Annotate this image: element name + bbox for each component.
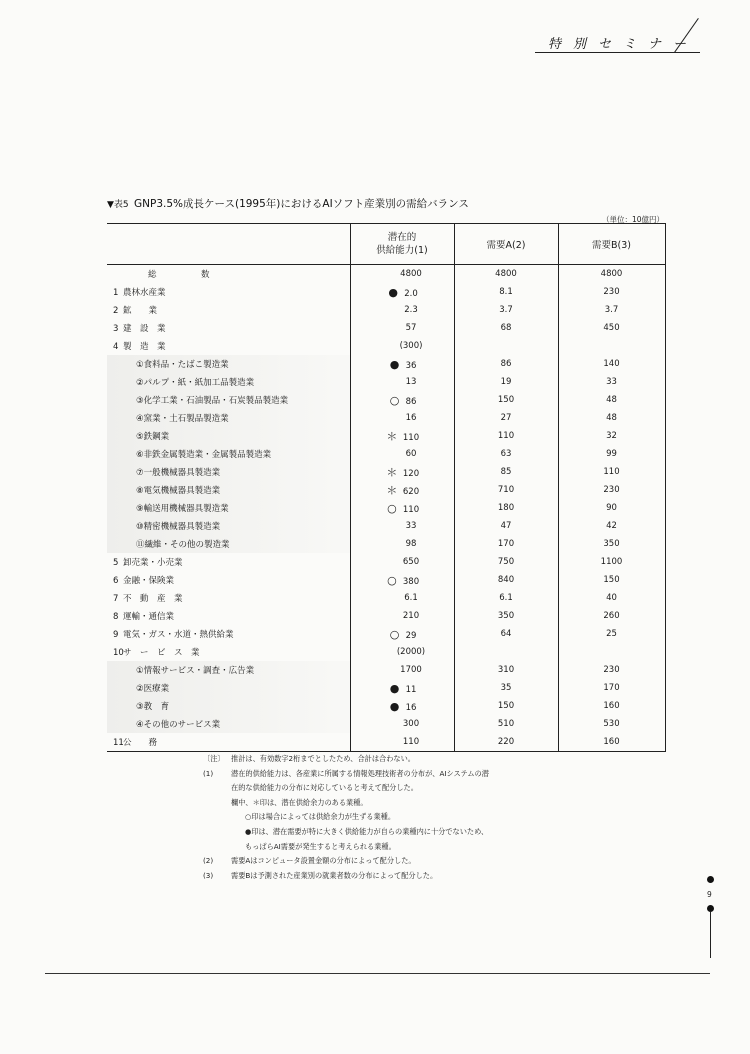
demand-b-cell: 110 xyxy=(558,463,665,481)
industry-number: 7 xyxy=(113,594,119,604)
demand-a-cell: 27 xyxy=(454,409,558,427)
industry-cell xyxy=(107,355,350,373)
supply-value: 1700 xyxy=(400,665,422,675)
supply-cell xyxy=(350,265,454,284)
supply-value: 110 xyxy=(402,433,420,443)
industry-cell xyxy=(107,463,350,481)
demand-b-cell: 1100 xyxy=(558,553,665,571)
margin-vertical-rule xyxy=(710,912,711,958)
industry-label: ②パルプ・紙・紙加工品製造業 xyxy=(136,378,255,388)
supply-cell xyxy=(350,373,454,391)
supply-cell xyxy=(350,571,454,589)
table-row xyxy=(107,499,665,517)
industry-cell xyxy=(107,481,350,499)
industry-cell xyxy=(107,427,350,445)
supply-value: 120 xyxy=(402,469,420,479)
industry-label: ⑥非鉄金属製造業・金属製品製造業 xyxy=(136,450,272,460)
demand-a-cell: 510 xyxy=(454,715,558,733)
demand-a-cell: 350 xyxy=(454,607,558,625)
industry-cell xyxy=(107,445,350,463)
industry-label: 建 設 業 xyxy=(123,324,166,334)
table-row xyxy=(107,517,665,535)
table-row xyxy=(107,301,665,319)
demand-a-cell: 840 xyxy=(454,571,558,589)
industry-label: ④その他のサービス業 xyxy=(136,720,221,730)
note-1-line-6: もっぱらAI需要が発生すると考えられる業種。 xyxy=(245,841,396,851)
supply-value: 33 xyxy=(405,521,417,531)
supply-cell xyxy=(350,679,454,697)
supply-mark-icon: ● xyxy=(389,357,400,371)
industry-cell xyxy=(107,391,350,409)
table-row xyxy=(107,445,665,463)
demand-b-cell: 90 xyxy=(558,499,665,517)
demand-b-cell: 40 xyxy=(558,589,665,607)
supply-cell xyxy=(350,283,454,301)
supply-mark-icon: ○ xyxy=(387,501,397,515)
industry-cell xyxy=(107,697,350,715)
supply-value: 36 xyxy=(405,360,417,371)
note-3-text: 需要Bは予測された産業別の就業者数の分布によって配分した。 xyxy=(231,870,438,880)
supply-value: (2000) xyxy=(396,647,426,657)
unit-label: （単位：10億円） xyxy=(602,215,665,224)
demand-b-cell: 25 xyxy=(558,625,665,643)
industry-label: ⑧電気機械器具製造業 xyxy=(136,486,221,496)
industry-cell xyxy=(107,571,350,589)
demand-b-cell: 150 xyxy=(558,571,665,589)
demand-b-cell: 170 xyxy=(558,679,665,697)
industry-cell xyxy=(107,337,350,355)
industry-cell xyxy=(107,607,350,625)
supply-cell xyxy=(350,499,454,517)
supply-cell xyxy=(350,607,454,625)
industry-cell xyxy=(107,679,350,697)
note-1-text-1: 潜在的供給能力は、各産業に所属する情報処理技術者の分布が、AIシステムの潜 xyxy=(231,768,489,778)
note-head xyxy=(203,752,489,767)
table-row xyxy=(107,427,665,445)
demand-a-cell: 310 xyxy=(454,661,558,679)
supply-cell xyxy=(350,517,454,535)
note-2-text: 需要Aはコンピュータ設置金額の分布によって配分した。 xyxy=(231,856,416,866)
supply-mark-icon: ＊ xyxy=(386,430,398,443)
table-row xyxy=(107,697,665,715)
industry-label: 電気・ガス・水道・熱供給業 xyxy=(123,630,234,640)
note-1-line-2: 在的な供給能力の分布に対応していると考えて配分した。 xyxy=(231,783,418,793)
industry-label: 製 造 業 xyxy=(123,342,166,352)
industry-label: サ ー ビ ス 業 xyxy=(123,648,200,658)
supply-value: 11 xyxy=(405,684,417,695)
header-supply: 潜在的 供給能力(1) xyxy=(350,224,454,265)
demand-a-cell: 64 xyxy=(454,625,558,643)
demand-b-cell: 48 xyxy=(558,391,665,409)
supply-value: (300) xyxy=(399,341,423,351)
supply-mark-icon: ○ xyxy=(389,393,400,407)
industry-cell xyxy=(107,517,350,535)
supply-cell xyxy=(350,427,454,445)
industry-label: ⑩精密機械器具製造業 xyxy=(136,522,221,532)
table-row xyxy=(107,337,665,355)
note-1-line-5: ●印は、潜在需要が特に大きく供給能力が自らの業種内に十分でないため、 xyxy=(245,826,489,836)
industry-cell xyxy=(107,661,350,679)
supply-value: 110 xyxy=(402,737,420,747)
demand-a-cell: 4800 xyxy=(454,265,558,284)
industry-number: 6 xyxy=(113,576,119,586)
supply-mark-icon: ● xyxy=(389,699,400,713)
note-3 xyxy=(203,869,489,884)
supply-value: 650 xyxy=(402,557,420,567)
supply-cell xyxy=(350,535,454,553)
industry-label: ②医療業 xyxy=(136,684,170,694)
supply-mark-icon: ● xyxy=(388,285,399,299)
industry-label: ⑤鉄鋼業 xyxy=(136,432,170,442)
table-row xyxy=(107,625,665,643)
supply-mark-icon: ＊ xyxy=(386,466,398,479)
table-row xyxy=(107,535,665,553)
industry-cell xyxy=(107,589,350,607)
industry-label: ①情報サービス・調査・広告業 xyxy=(136,666,255,676)
note-3-label: (3) xyxy=(203,870,214,880)
supply-value: 6.1 xyxy=(404,593,418,603)
demand-a-cell xyxy=(454,643,558,661)
supply-cell xyxy=(350,661,454,679)
industry-cell xyxy=(107,319,350,337)
industry-label: 不 動 産 業 xyxy=(123,594,183,604)
industry-cell xyxy=(107,625,350,643)
supply-value: 380 xyxy=(402,576,420,587)
supply-value: 4800 xyxy=(400,269,422,279)
demand-a-cell: 85 xyxy=(454,463,558,481)
table-row xyxy=(107,355,665,373)
industry-number: 4 xyxy=(113,342,119,352)
table-row xyxy=(107,607,665,625)
supply-cell xyxy=(350,319,454,337)
demand-a-cell: 63 xyxy=(454,445,558,463)
industry-number: 8 xyxy=(113,612,119,622)
industry-label: ③教 育 xyxy=(136,702,170,712)
table-row xyxy=(107,265,665,284)
note-1-label: (1) xyxy=(203,768,214,778)
demand-a-cell: 47 xyxy=(454,517,558,535)
industry-label: 鉱 業 xyxy=(123,306,158,316)
demand-b-cell: 3.7 xyxy=(558,301,665,319)
demand-b-cell: 48 xyxy=(558,409,665,427)
supply-value: 98 xyxy=(405,539,417,549)
demand-b-cell: 260 xyxy=(558,607,665,625)
supply-value: 60 xyxy=(405,449,417,459)
demand-b-cell: 230 xyxy=(558,661,665,679)
supply-cell xyxy=(350,301,454,319)
note-1-line-1 xyxy=(203,767,489,782)
industry-cell xyxy=(107,373,350,391)
industry-number: 3 xyxy=(113,324,119,334)
supply-mark-icon: ○ xyxy=(389,627,400,641)
note-head-text: 推計は、有効数字2桁までとしたため、合計は合わない。 xyxy=(231,754,415,763)
table-row xyxy=(107,733,665,752)
supply-value: 620 xyxy=(402,487,420,497)
demand-b-cell: 350 xyxy=(558,535,665,553)
supply-value: 29 xyxy=(405,630,417,641)
industry-label: 卸売業・小売業 xyxy=(123,558,183,568)
demand-a-cell: 220 xyxy=(454,733,558,752)
demand-b-cell: 160 xyxy=(558,697,665,715)
supply-value: 57 xyxy=(405,323,417,333)
supply-value: 16 xyxy=(405,702,417,713)
demand-b-cell: 99 xyxy=(558,445,665,463)
supply-cell xyxy=(350,553,454,571)
supply-cell xyxy=(350,481,454,499)
supply-cell xyxy=(350,355,454,373)
note-2-label: (2) xyxy=(203,856,214,866)
industry-label: 農林水産業 xyxy=(123,288,166,298)
table-title xyxy=(107,196,469,211)
note-head-label: 〔注〕 xyxy=(203,754,225,763)
industry-number: 10 xyxy=(113,648,124,658)
demand-a-cell: 35 xyxy=(454,679,558,697)
table-row xyxy=(107,373,665,391)
supply-cell xyxy=(350,589,454,607)
demand-a-cell: 3.7 xyxy=(454,301,558,319)
industry-cell xyxy=(107,409,350,427)
industry-number: 2 xyxy=(113,306,119,316)
table-title-prefix: ▼表5 xyxy=(107,200,129,210)
table-row xyxy=(107,463,665,481)
industry-label: ③化学工業・石油製品・石炭製品製造業 xyxy=(136,396,289,406)
supply-value: 13 xyxy=(405,377,417,387)
note-1-line-4: ○印は場合によっては供給余力が生ずる業種。 xyxy=(245,812,396,822)
industry-cell xyxy=(107,499,350,517)
table-row xyxy=(107,319,665,337)
demand-b-cell xyxy=(558,643,665,661)
supply-value: 210 xyxy=(402,611,420,621)
supply-value: 110 xyxy=(402,504,420,515)
margin-dot-top xyxy=(707,876,714,883)
industry-label: ⑦一般機械器具製造業 xyxy=(136,468,221,478)
supply-cell xyxy=(350,337,454,355)
demand-a-cell: 68 xyxy=(454,319,558,337)
supply-cell xyxy=(350,715,454,733)
demand-a-cell xyxy=(454,337,558,355)
table-row xyxy=(107,553,665,571)
industry-cell xyxy=(107,715,350,733)
demand-b-cell: 230 xyxy=(558,481,665,499)
industry-cell xyxy=(107,643,350,661)
supply-cell xyxy=(350,643,454,661)
supply-value: 86 xyxy=(405,396,417,407)
demand-a-cell: 150 xyxy=(454,391,558,409)
supply-value: 300 xyxy=(402,719,420,729)
table-row xyxy=(107,481,665,499)
industry-number: 9 xyxy=(113,630,119,640)
demand-b-cell: 4800 xyxy=(558,265,665,284)
margin-dot-bottom xyxy=(707,905,714,912)
industry-number: 11 xyxy=(113,738,124,748)
page-number: 9 xyxy=(707,890,712,899)
table-row xyxy=(107,571,665,589)
demand-a-cell: 6.1 xyxy=(454,589,558,607)
supply-mark-icon: ○ xyxy=(387,573,397,587)
table-body xyxy=(107,265,665,752)
demand-a-cell: 19 xyxy=(454,373,558,391)
demand-a-cell: 180 xyxy=(454,499,558,517)
supply-demand-table xyxy=(107,223,666,752)
supply-cell xyxy=(350,733,454,752)
table-row xyxy=(107,589,665,607)
demand-b-cell: 160 xyxy=(558,733,665,752)
demand-a-cell: 8.1 xyxy=(454,283,558,301)
industry-label: 公 務 xyxy=(123,738,158,748)
industry-cell xyxy=(107,265,350,284)
supply-value: 2.3 xyxy=(404,305,418,315)
industry-cell xyxy=(107,553,350,571)
demand-a-cell: 86 xyxy=(454,355,558,373)
industry-label: 金融・保険業 xyxy=(123,576,175,586)
header-demand-a: 需要A(2) xyxy=(454,224,558,265)
note-2 xyxy=(203,854,489,869)
supply-value: 2.0 xyxy=(404,288,418,299)
industry-label: ④窯業・土石製品製造業 xyxy=(136,414,229,424)
table-title-text: GNP3.5%成長ケース(1995年)におけるAIソフト産業別の需給バランス xyxy=(134,198,469,210)
supply-mark-icon: ＊ xyxy=(386,484,398,497)
industry-label: 総 数 xyxy=(148,270,228,280)
page-bottom-rule xyxy=(45,973,710,974)
demand-b-cell: 450 xyxy=(558,319,665,337)
table-row xyxy=(107,679,665,697)
supply-mark-icon: ● xyxy=(389,681,400,695)
table-row xyxy=(107,715,665,733)
note-1-line-3: 欄中、＊印は、潜在供給余力のある業種。 xyxy=(231,797,368,807)
industry-label: ①食料品・たばこ製造業 xyxy=(136,360,229,370)
demand-b-cell xyxy=(558,337,665,355)
running-header-title: 特別セミナー xyxy=(548,37,699,52)
table-notes xyxy=(203,752,489,883)
demand-a-cell: 150 xyxy=(454,697,558,715)
header-demand-b: 需要B(3) xyxy=(558,224,665,265)
industry-cell xyxy=(107,301,350,319)
demand-a-cell: 750 xyxy=(454,553,558,571)
demand-b-cell: 42 xyxy=(558,517,665,535)
supply-cell xyxy=(350,625,454,643)
industry-cell xyxy=(107,733,350,752)
demand-b-cell: 33 xyxy=(558,373,665,391)
demand-b-cell: 32 xyxy=(558,427,665,445)
table-row xyxy=(107,409,665,427)
industry-number: 5 xyxy=(113,558,119,568)
supply-value: 16 xyxy=(405,413,417,423)
demand-a-cell: 710 xyxy=(454,481,558,499)
table-row xyxy=(107,391,665,409)
industry-label: ⑪繊維・その他の製造業 xyxy=(136,540,230,550)
demand-a-cell: 170 xyxy=(454,535,558,553)
table-row xyxy=(107,661,665,679)
industry-label: 運輸・通信業 xyxy=(123,612,175,622)
supply-cell xyxy=(350,409,454,427)
industry-cell xyxy=(107,283,350,301)
demand-a-cell: 110 xyxy=(454,427,558,445)
industry-number: 1 xyxy=(113,288,119,298)
demand-b-cell: 140 xyxy=(558,355,665,373)
table-row xyxy=(107,643,665,661)
header-industry xyxy=(107,224,350,265)
supply-cell xyxy=(350,463,454,481)
supply-cell xyxy=(350,391,454,409)
supply-cell xyxy=(350,445,454,463)
industry-cell xyxy=(107,535,350,553)
industry-label: ⑨輸送用機械器具製造業 xyxy=(136,504,229,514)
demand-b-cell: 230 xyxy=(558,283,665,301)
demand-b-cell: 530 xyxy=(558,715,665,733)
supply-cell xyxy=(350,697,454,715)
table-header-row xyxy=(107,224,665,265)
table-row xyxy=(107,283,665,301)
